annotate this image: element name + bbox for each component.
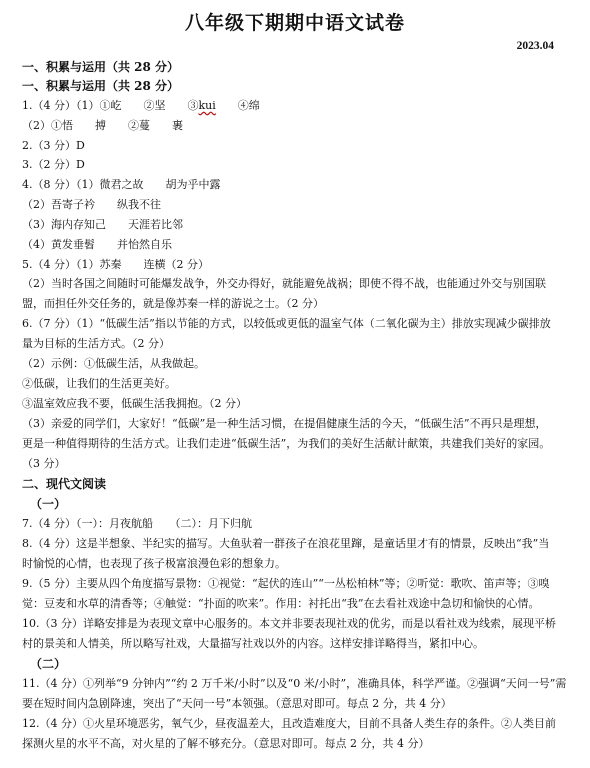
answer-line: 更是一种值得期待的生活方式。让我们走进“低碳生活”，为我们的美好生活献计献策，共建我们美好的家园。 (22, 437, 551, 450)
answer-line: （4）黄发垂髫 并怡然自乐 (22, 238, 172, 251)
answer-line: 7.（4 分）（一）：月夜航船 （二）：月下归航 (22, 517, 252, 530)
answer-line: 觉：豆麦和水草的清香等；④触觉：“扑面的吹来”。作用：衬托出“我”在去看社戏途中急切和愉快的心情。 (22, 597, 540, 610)
answer-line: 11.（4 分）①列举“9 分钟内”“约 2 万千米/小时”以及“0 米/小时”，准确具体，科学严谨。②强调“天问一号”需 (22, 677, 567, 690)
page-title: 八年级下期期中语文试卷 (184, 12, 405, 34)
answer-line: 4.（8 分）（1）微君之故 胡为乎中露 (22, 178, 221, 191)
answer-line: 6.（7 分）（1）“低碳生活”指以节能的方式，以较低或更低的温室气体（二氧化碳为主）排放实现减少碳排放 (22, 317, 551, 330)
answer-line: （2）吾寄子衿 纵我不往 (22, 198, 161, 211)
answer-line: 8.（4 分）这是半想象、半纪实的描写。大鱼驮着一群孩子在浪花里蹿，是童话里才有的情景，反映出“我”当 (22, 537, 550, 550)
answer-line: 盟，而担任外交任务的，就是像苏秦一样的游说之士。（2 分） (22, 297, 324, 310)
answer-line: （2）①悟 搏 ②蔓 裹 (22, 119, 183, 132)
answer-line: 10.（3 分）详略安排是为表现文章中心服务的。本文并非要表现社戏的优劣，而是以看社戏为线索，展现平桥 (22, 617, 556, 630)
answer-line: 要在短时间内急剧降速，突出了“天问一号”本领强。（意思对即可。每点 2 分，共 4 分） (22, 697, 452, 710)
answer-line: ③温室效应我不要，低碳生活我拥抱。（2 分） (22, 397, 247, 410)
answer-line: （3 分） (22, 457, 66, 470)
answer-line: 9.（5 分）主要从四个角度描写景物：①视觉：“起伏的连山”“一丛松柏林”等；②听觉：歌吹、笛声等；③嗅 (22, 577, 550, 590)
answer-line: （3）海内存知己 天涯若比邻 (22, 218, 183, 231)
section-heading: 二、现代文阅读 (22, 477, 107, 491)
answer-line: 12.（4 分）①火星环境恶劣，氧气少，昼夜温差大，且改造难度大，目前不具备人类生存的条件。②人类目前 (22, 717, 556, 730)
answer-line: 村的景美和人情美，所以略写社戏，大量描写社戏以外的内容。这样安排详略得当，紧扣中心。 (22, 637, 484, 650)
subsection-heading: （二） (30, 657, 67, 671)
answer-line: 1.（4 分）（1）①屹 ②坚 ③kui ④绵 (22, 99, 260, 112)
answer-line: （3）亲爱的同学们，大家好！“低碳”是一种生活习惯，在提倡健康生活的今天，“低碳生活”不再只是理想， (22, 417, 547, 430)
answer-line: 3.（2 分）D (22, 158, 85, 171)
subsection-heading: （一） (30, 497, 67, 511)
answer-line: ②低碳，让我们的生活更美好。 (22, 377, 176, 390)
section-heading: 一、积累与运用（共 28 分） (22, 60, 180, 74)
answer-line: （2）示例：①低碳生活，从我做起。 (22, 357, 205, 370)
answer-line: 量为目标的生活方式。（2 分） (22, 337, 170, 350)
answer-line: （2）当时各国之间随时可能爆发战争，外交办得好，就能避免战祸；即使不得不战，也能通过外交与别国联 (22, 277, 546, 290)
answer-line: 5.（4 分）（1）苏秦 连横（2 分） (22, 258, 209, 271)
section-heading: 一、积累与运用（共 28 分） (22, 79, 180, 93)
answer-line: 探测火星的水平不高，对火星的了解不够充分。（意思对即可。每点 2 分，共 4 分） (22, 737, 430, 750)
answer-line: 时愉悦的心情，也表现了孩子极富浪漫色彩的想象力。 (22, 557, 286, 570)
answer-line: 2.（3 分）D (22, 139, 85, 152)
exam-date: 2023.04 (516, 40, 554, 52)
